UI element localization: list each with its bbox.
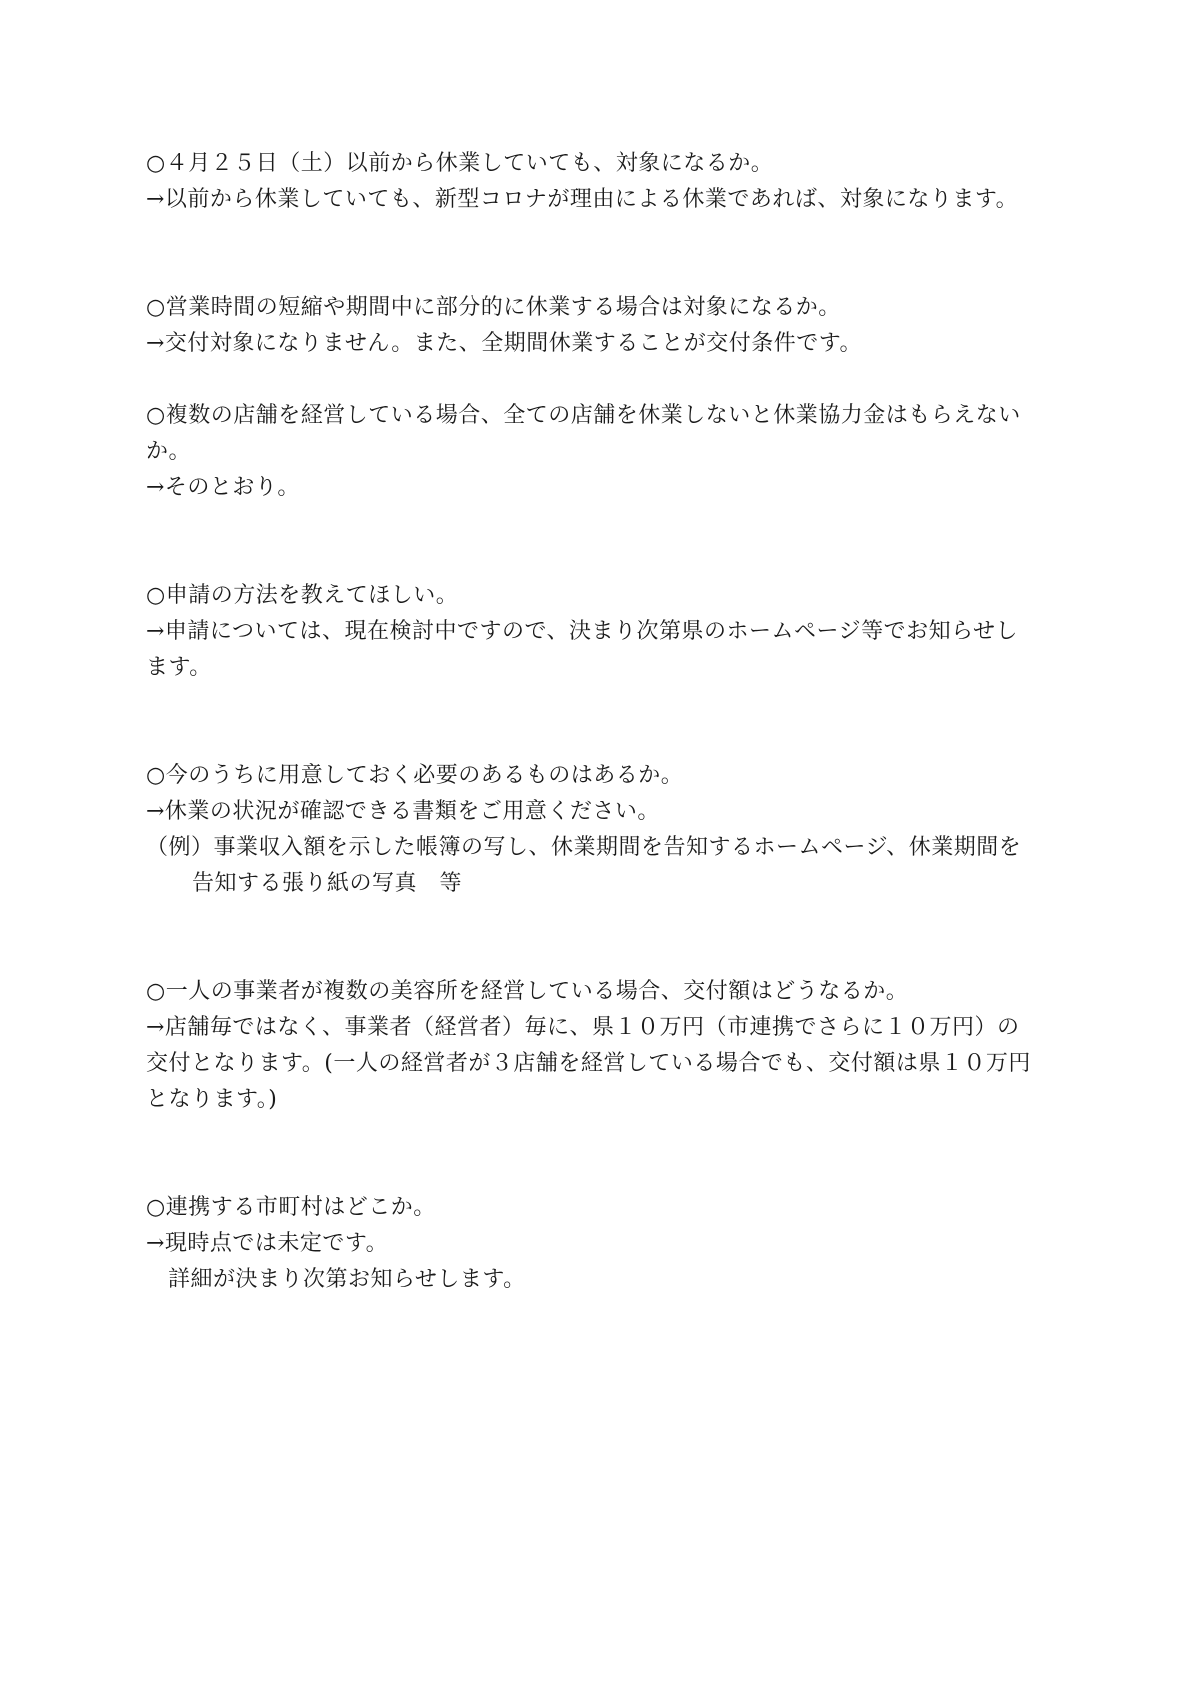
faq-example-continued: 告知する張り紙の写真 等 <box>192 871 463 896</box>
faq-answer-continued: 交付となります。(一人の経営者が３店舗を経営している場合でも、交付額は県１０万円 <box>146 1051 1031 1076</box>
faq-answer-continued: となります。) <box>146 1087 278 1112</box>
faq-content <box>146 146 1096 1298</box>
faq-question: ○連携する市町村はどこか。 <box>146 1195 436 1220</box>
spacer <box>146 686 1096 758</box>
spacer <box>146 362 1096 398</box>
faq-question-continued: か。 <box>146 439 192 464</box>
faq-answer: →そのとおり。 <box>146 475 300 500</box>
spacer <box>146 218 1096 290</box>
faq-question: ○４月２５日（土）以前から休業していても、対象になるか。 <box>146 151 774 176</box>
faq-answer: →休業の状況が確認できる書類をご用意ください。 <box>146 799 660 824</box>
faq-question: ○営業時間の短縮や期間中に部分的に休業する場合は対象になるか。 <box>146 295 841 320</box>
spacer <box>146 1118 1096 1190</box>
faq-question: ○複数の店舗を経営している場合、全ての店舗を休業しないと休業協力金はもらえない <box>146 403 1021 428</box>
faq-answer-continued: ます。 <box>146 655 212 680</box>
faq-answer-continued: 詳細が決まり次第お知らせします。 <box>168 1267 526 1292</box>
spacer <box>146 506 1096 578</box>
faq-example: （例）事業収入額を示した帳簿の写し、休業期間を告知するホームページ、休業期間を <box>146 835 1022 860</box>
faq-answer: →申請については、現在検討中ですので、決まり次第県のホームページ等でお知らせし <box>146 619 1018 644</box>
faq-question: ○一人の事業者が複数の美容所を経営している場合、交付額はどうなるか。 <box>146 979 909 1004</box>
faq-answer: →以前から休業していても、新型コロナが理由による休業であれば、対象になります。 <box>146 187 1019 212</box>
faq-question: ○今のうちに用意しておく必要のあるものはあるか。 <box>146 763 684 788</box>
faq-answer: →店舗毎ではなく、事業者（経営者）毎に、県１０万円（市連携でさらに１０万円）の <box>146 1015 1020 1040</box>
faq-answer: →現時点では未定です。 <box>146 1231 389 1256</box>
faq-question: ○申請の方法を教えてほしい。 <box>146 583 459 608</box>
faq-answer: →交付対象になりません。また、全期間休業することが交付条件です。 <box>146 331 862 356</box>
spacer <box>146 902 1096 974</box>
